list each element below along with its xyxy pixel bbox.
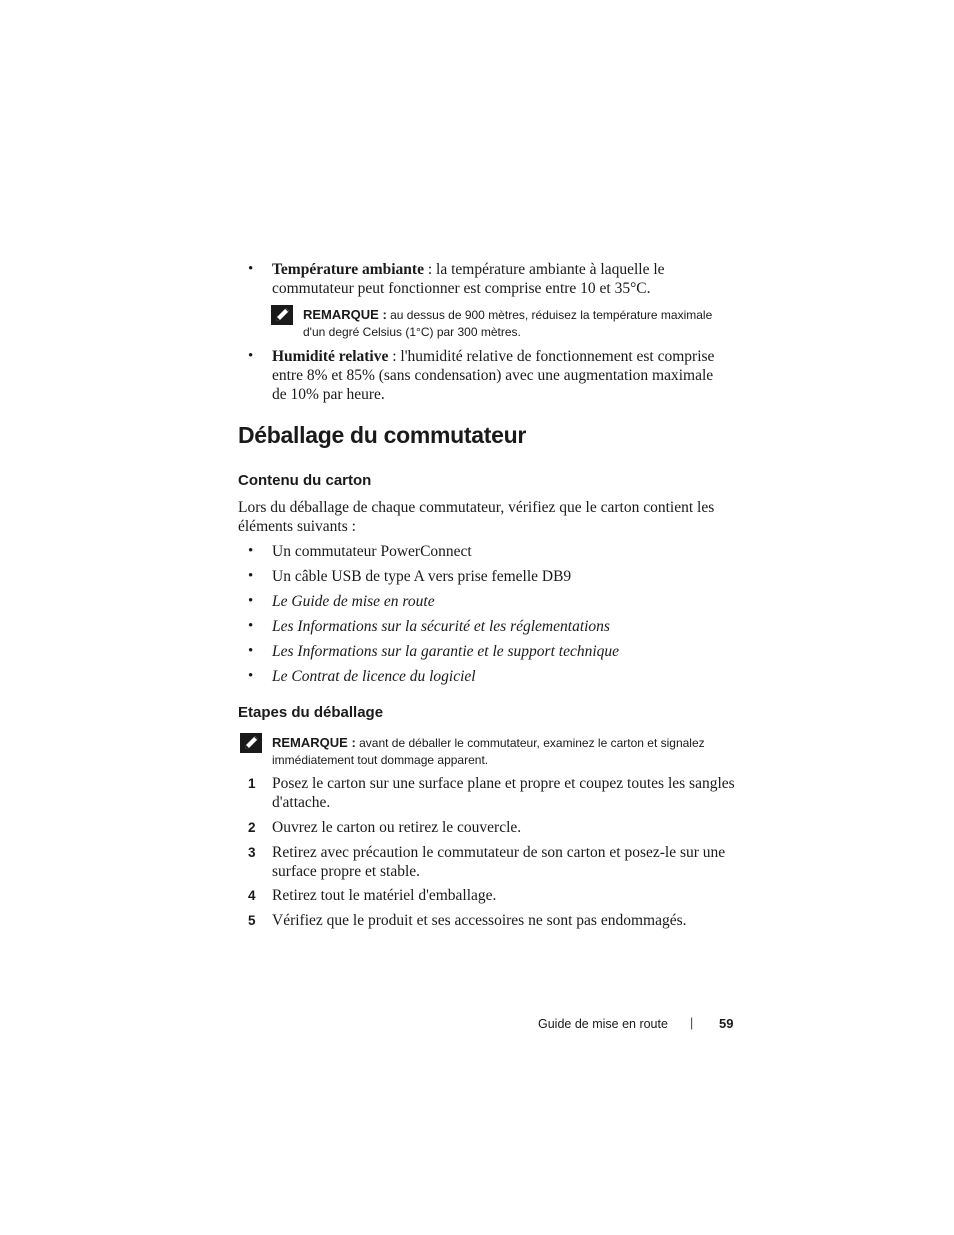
- step-text: Retirez avec précaution le commutateur de son carton et posez-le sur une surface propre et stable.: [272, 844, 726, 880]
- step-text: Retirez tout le matériel d'emballage.: [272, 887, 497, 904]
- note-label: REMARQUE :: [272, 735, 356, 750]
- bullet-marker: •: [248, 261, 254, 277]
- bullet-marker: •: [248, 568, 254, 584]
- bullet-marker: •: [248, 668, 254, 684]
- note-altitude: [303, 306, 733, 341]
- step-number: 3: [248, 845, 256, 860]
- footer-guide-title: Guide de mise en route: [538, 1017, 668, 1031]
- note-pencil-icon: [271, 305, 293, 325]
- step-number: 4: [248, 888, 256, 903]
- bullet-marker: •: [248, 348, 254, 364]
- list-item-temperature: [272, 260, 692, 298]
- step-number: 2: [248, 820, 256, 835]
- page-number: 59: [719, 1016, 734, 1031]
- note-pencil-icon: [240, 733, 262, 753]
- list-item: Un commutateur PowerConnect: [272, 543, 472, 560]
- section-title: Déballage du commutateur: [238, 422, 527, 448]
- list-item: Les Informations sur la garantie et le support technique: [272, 643, 620, 660]
- list-item: Le Guide de mise en route: [272, 593, 435, 610]
- footer-separator: |: [690, 1016, 694, 1030]
- text-humidity: : l'humidité relative de fonctionnement est comprise entre 8% et 85% (sans condensation) avec une augmentation maximale de 10% par heure.: [272, 348, 715, 403]
- note-text: au dessus de 900 mètres, réduisez la température maximale d'un degré Celsius (1°C) par 300 mètres.: [303, 308, 713, 339]
- list-item-humidity: [272, 347, 727, 404]
- step-number: 5: [248, 913, 256, 928]
- list-item: Le Contrat de licence du logiciel: [272, 668, 476, 685]
- step-text: Vérifiez que le produit et ses accessoires ne sont pas endommagés.: [272, 912, 687, 929]
- list-item: Un câble USB de type A vers prise femelle DB9: [272, 568, 572, 585]
- note-text: avant de déballer le commutateur, examinez le carton et signalez immédiatement tout dommage apparent.: [272, 736, 705, 767]
- subsection-title-contents: Contenu du carton: [238, 472, 372, 489]
- note-label: REMARQUE :: [303, 307, 387, 322]
- step-number: 1: [248, 776, 256, 791]
- bullet-marker: •: [248, 593, 254, 609]
- intro-paragraph: Lors du déballage de chaque commutateur, vérifiez que le carton contient les éléments suivants :: [238, 499, 715, 535]
- term-humidity: Humidité relative: [272, 348, 389, 365]
- bullet-marker: •: [248, 618, 254, 634]
- note-inspect: [272, 734, 732, 769]
- list-item: Les Informations sur la sécurité et les réglementations: [272, 618, 610, 635]
- term-temperature: Température ambiante: [272, 261, 424, 278]
- text-temperature: : la température ambiante à laquelle le commutateur peut fonctionner est comprise entre 10 et 35°C.: [272, 261, 665, 297]
- bullet-marker: •: [248, 643, 254, 659]
- subsection-title-steps: Etapes du déballage: [238, 704, 384, 721]
- step-text: Posez le carton sur une surface plane et propre et coupez toutes les sangles d'attache.: [272, 775, 735, 811]
- bullet-marker: •: [248, 543, 254, 559]
- step-text: Ouvrez le carton ou retirez le couvercle.: [272, 819, 522, 836]
